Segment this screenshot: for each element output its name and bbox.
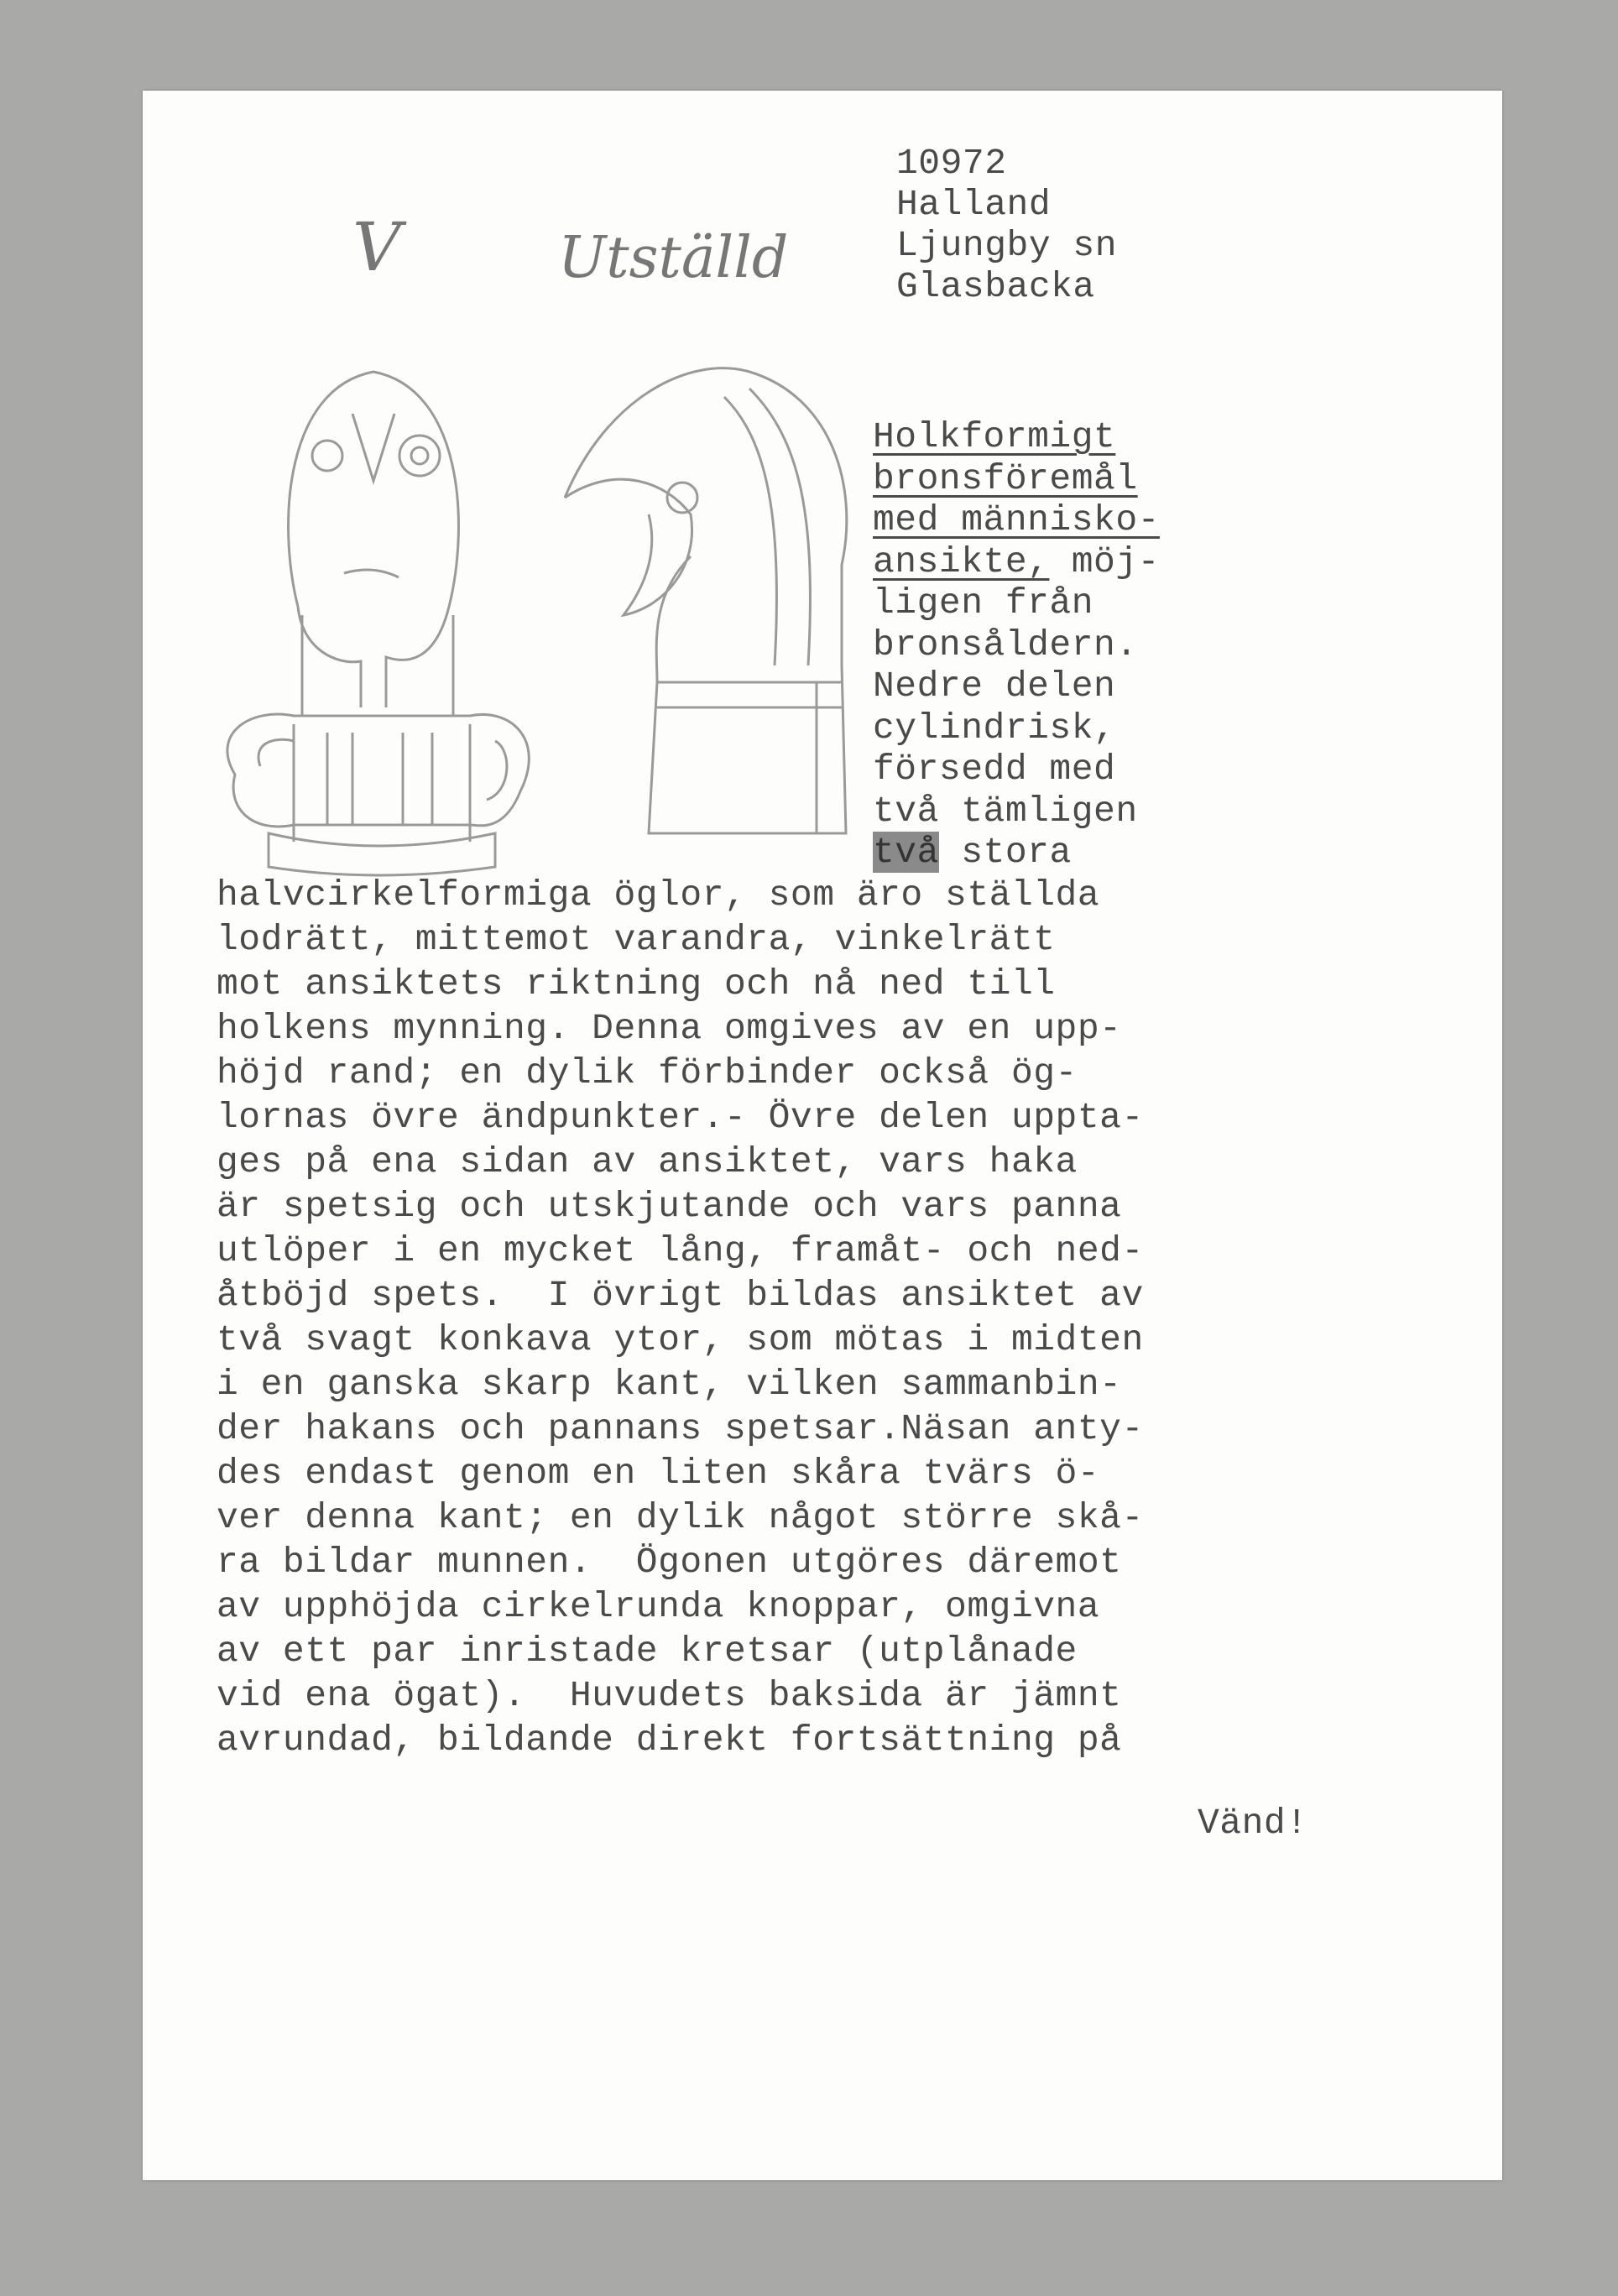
body-line: av ett par inristade kretsar (utplånade bbox=[217, 1631, 1078, 1672]
body-line: höjd rand; en dylik förbinder också ög- bbox=[217, 1052, 1078, 1093]
description-column bbox=[873, 416, 1160, 874]
body-line: i en ganska skarp kant, vilken sammanbin- bbox=[217, 1364, 1122, 1405]
text-line: ligen från bbox=[873, 582, 1094, 624]
site: Glasbacka bbox=[896, 266, 1095, 307]
catalog-header bbox=[896, 143, 1117, 307]
document-page bbox=[143, 91, 1502, 2180]
title-line bbox=[873, 541, 1160, 583]
body-line: der hakans och pannans spetsar.Näsan anty- bbox=[217, 1408, 1144, 1449]
body-line: holkens mynning. Denna omgives av en upp- bbox=[217, 1008, 1122, 1049]
body-line: ges på ena sidan av ansiktet, vars haka bbox=[217, 1141, 1078, 1182]
underlined-text: ansikte, bbox=[873, 540, 1050, 582]
text: möj- bbox=[1049, 540, 1160, 582]
text-line bbox=[873, 832, 1160, 874]
body-line: ver denna kant; en dylik något större skå- bbox=[217, 1497, 1144, 1538]
text-line: bronsåldern. bbox=[873, 624, 1138, 665]
turn-over-note: Vänd! bbox=[1198, 1803, 1308, 1844]
body-line: åtböjd spets. I övrigt bildas ansiktet av bbox=[217, 1275, 1144, 1316]
text-line: två tämligen bbox=[873, 790, 1138, 832]
body-line: avrundad, bildande direkt fortsättning på bbox=[217, 1719, 1122, 1761]
body-line: mot ansiktets riktning och nå ned till bbox=[217, 963, 1056, 1004]
handwritten-checkmark: V bbox=[352, 208, 401, 286]
struck-text: två bbox=[873, 832, 939, 873]
title-line: bronsföremål bbox=[873, 457, 1138, 499]
body-line: halvcirkelformiga öglor, som äro ställda bbox=[217, 874, 1100, 916]
body-line: lodrätt, mittemot varandra, vinkelrätt bbox=[217, 919, 1056, 960]
text-line: försedd med bbox=[873, 749, 1116, 790]
province: Halland bbox=[896, 184, 1052, 225]
handwritten-note: Utställd bbox=[558, 225, 789, 291]
body-line: des endast genom en liten skåra tvärs ö- bbox=[217, 1453, 1100, 1494]
body-line: lornas övre ändpunkter.- Övre delen uppta- bbox=[217, 1097, 1144, 1138]
drawing-front-view bbox=[218, 355, 537, 884]
drawing-side-view bbox=[556, 347, 867, 850]
body-text bbox=[217, 873, 1144, 1762]
body-line: två svagt konkava ytor, som mötas i midten bbox=[217, 1319, 1144, 1360]
parish: Ljungby sn bbox=[896, 225, 1118, 266]
body-line: utlöper i en mycket lång, framåt- och ned- bbox=[217, 1230, 1144, 1271]
body-line: vid ena ögat). Huvudets baksida är jämnt bbox=[217, 1675, 1122, 1716]
body-line: av upphöjda cirkelrunda knoppar, omgivna bbox=[217, 1586, 1100, 1627]
title-line: med människo- bbox=[873, 499, 1160, 540]
text-line: cylindrisk, bbox=[873, 707, 1116, 749]
text-line: Nedre delen bbox=[873, 665, 1116, 707]
body-line: är spetsig och utskjutande och vars panna bbox=[217, 1186, 1122, 1227]
text: stora bbox=[938, 832, 1072, 873]
catalog-number: 10972 bbox=[896, 143, 1007, 184]
title-line: Holkformigt bbox=[873, 416, 1116, 457]
body-line: ra bildar munnen. Ögonen utgöres däremot bbox=[217, 1542, 1122, 1583]
